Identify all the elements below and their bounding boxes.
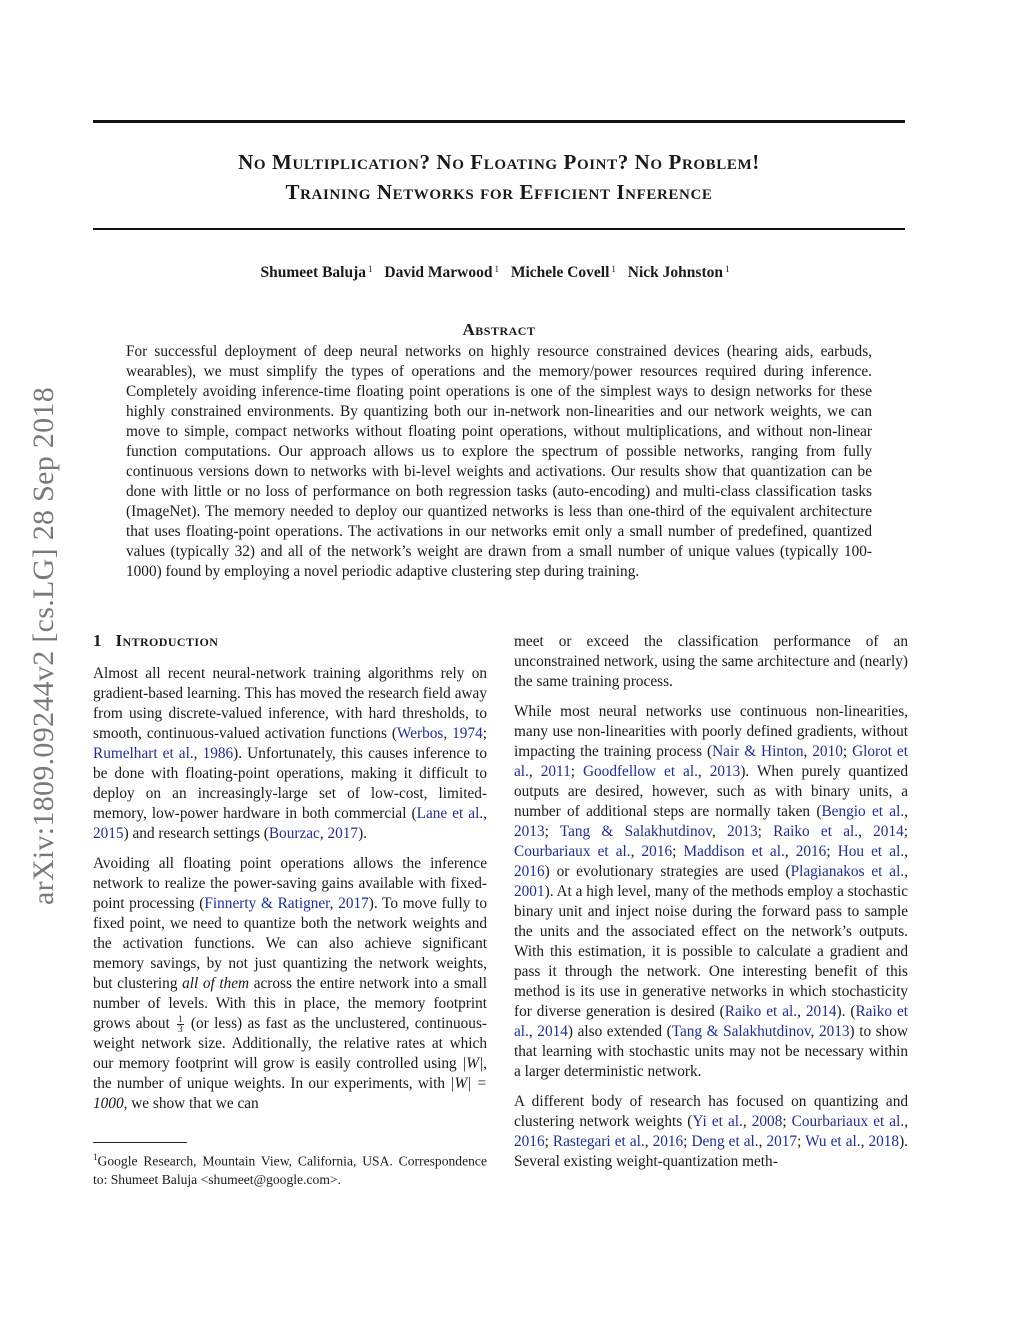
text-run: all of them: [182, 975, 250, 992]
text-run: ;: [570, 763, 583, 780]
author-affil: 1: [494, 264, 499, 274]
citation-link[interactable]: Glorot et al.: [514, 743, 908, 780]
text-run: ). Several existing weight-quantization meth-: [514, 1133, 908, 1170]
text-run: Almost all recent neural-network training algorithms rely on gradient-based learning. This has moved the research field away from using discrete-valued inference, with hard thresholds, to smooth, continuous-valued activation functions (: [93, 665, 487, 742]
text-run: ,: [443, 725, 453, 742]
citation-link[interactable]: 2008: [751, 1113, 783, 1130]
citation-link[interactable]: 2016: [641, 843, 673, 860]
text-run: ,: [904, 843, 908, 860]
citation-link[interactable]: Finnerty & Ratigner: [204, 895, 330, 912]
paper-title: [93, 147, 905, 207]
citation-link[interactable]: 2015: [93, 825, 124, 842]
citation-link[interactable]: Raiko et al.: [724, 1003, 798, 1020]
paragraph: [514, 632, 908, 692]
section-number: 1: [93, 631, 102, 650]
text-run: ,: [630, 843, 642, 860]
title-top-rule: [93, 120, 905, 123]
citation-link[interactable]: Hou et al.: [837, 843, 905, 860]
citation-link[interactable]: Raiko et al.: [773, 823, 859, 840]
citation-link[interactable]: Rastegari et al.: [552, 1133, 645, 1150]
author-name: Michele Covell: [510, 264, 610, 281]
text-run: ;: [782, 1113, 792, 1130]
text-run: ,: [697, 763, 710, 780]
text-run: |W|: [462, 1055, 484, 1072]
citation-link[interactable]: 2014: [805, 1003, 837, 1020]
citation-link[interactable]: Bourzac: [268, 825, 320, 842]
text-run: ,: [711, 823, 728, 840]
text-run: ,: [742, 1113, 752, 1130]
text-run: Avoiding all floating point operations allows the inference network to realize the power-saving gains available with fixed-point processing (: [93, 855, 487, 912]
citation-link[interactable]: 2010: [812, 743, 843, 760]
paragraph: [514, 702, 908, 1082]
citation-link[interactable]: Lane et al.: [416, 805, 484, 822]
citation-link[interactable]: Werbos: [397, 725, 444, 742]
text-run: A different body of research has focused on quantizing and clustering network weights (: [514, 1093, 908, 1130]
text-run: |W| = 1000: [93, 1075, 487, 1112]
citation-link[interactable]: 2014: [537, 1023, 568, 1040]
paragraph: [93, 854, 487, 1114]
text-run: ;: [903, 823, 908, 840]
text-run: , the number of unique weights. In our experiments, with: [93, 1055, 487, 1092]
citation-link[interactable]: Plagianakos et al.: [790, 863, 905, 880]
citation-link[interactable]: 2016: [514, 863, 545, 880]
text-run: ) and research settings (: [123, 825, 269, 842]
citation-link[interactable]: Rumelhart et al.: [93, 745, 194, 762]
citation-link[interactable]: Maddison et al.: [683, 843, 785, 860]
text-run: (or less) as fast as the unclustered, continuous-weight network size. Additionally, the relative rates at which our memory footprint will grow is easily controlled using: [93, 1015, 487, 1072]
text-run: ,: [329, 895, 339, 912]
text-run: ,: [904, 1113, 909, 1130]
footnote-mark: 1: [93, 1152, 98, 1162]
text-run: ,: [803, 743, 813, 760]
text-run: ,: [644, 1133, 653, 1150]
footnote-text: Google Research, Mountain View, California, USA. Correspondence to: Shumeet Baluja <shumeet@google.com>.: [93, 1153, 487, 1187]
citation-link[interactable]: Deng et al.: [691, 1133, 759, 1150]
arxiv-id: arXiv:1809.09244v2 [cs.LG] 28 Sep 2018: [27, 386, 60, 906]
citation-link[interactable]: 1986: [202, 745, 234, 762]
citation-link[interactable]: 2016: [652, 1133, 684, 1150]
text-run: ,: [319, 825, 328, 842]
text-run: meet or exceed the classification performance of an unconstrained network, using the same architecture and (nearly) the same training process.: [514, 633, 908, 690]
citation-link[interactable]: 2017: [327, 825, 359, 842]
author-name: David Marwood: [384, 264, 493, 281]
right-column: [514, 632, 908, 1182]
text-run: ). At a high level, many of the methods employ a stochastic binary unit and inject noise during the forward pass to sample the units and the associated effect on the network’s outputs. With this estimation, it is possible to calculate a gradient and pass it through the network. One interesting benefit of this method is its use in generative networks in which stochasticity for diverse generation is desired (: [514, 883, 908, 1020]
author-name: Shumeet Baluja: [260, 264, 367, 281]
citation-link[interactable]: 1974: [452, 725, 483, 742]
citation-link[interactable]: 2013: [818, 1023, 850, 1040]
paragraph: [514, 1092, 908, 1172]
text-run: ). When purely quantized outputs are desired, however, such as with binary units, a number of additional steps are normally taken (: [514, 763, 908, 820]
citation-link[interactable]: 2001: [514, 883, 545, 900]
text-run: ). (: [836, 1003, 856, 1020]
citation-link[interactable]: 2013: [709, 763, 741, 780]
text-run: ) also extended (: [567, 1023, 672, 1040]
text-run: ;: [842, 743, 853, 760]
citation-link[interactable]: 2014: [873, 823, 904, 840]
text-run: ). To move fully to fixed point, we need to quantize both the network weights and the activation functions. We can also achieve significant memory savings, by not just quantizing the network weights, but clustering: [93, 895, 487, 992]
citation-link[interactable]: Courbariaux et al.: [791, 1113, 905, 1130]
text-run: ).: [358, 825, 367, 842]
author-affil: 1: [611, 264, 616, 274]
text-run: ;: [544, 823, 560, 840]
text-run: , we show that we can: [123, 1095, 259, 1112]
citation-link[interactable]: Wu et al.: [805, 1133, 861, 1150]
author-name: Nick Johnston: [627, 264, 723, 281]
citation-link[interactable]: Courbariaux et al.: [514, 843, 631, 860]
text-run: ;: [826, 843, 838, 860]
citation-link[interactable]: Tang & Salakhutdinov: [559, 823, 712, 840]
text-run: ,: [797, 1003, 806, 1020]
author-affil: 1: [724, 264, 730, 274]
text-run: ,: [904, 863, 909, 880]
text-run: ,: [758, 1133, 767, 1150]
text-run: ) or evolutionary strategies are used (: [544, 863, 791, 880]
text-run: ;: [683, 1133, 692, 1150]
citation-link[interactable]: 2018: [868, 1133, 900, 1150]
text-run: ,: [860, 1133, 869, 1150]
citation-link[interactable]: 2016: [795, 843, 827, 860]
text-run: ;: [672, 843, 684, 860]
citation-link[interactable]: 2011: [540, 763, 571, 780]
citation-link[interactable]: Raiko et al.: [514, 1003, 908, 1040]
text-run: ;: [544, 1133, 553, 1150]
text-run: ;: [797, 1133, 806, 1150]
text-run: While most neural networks use continuous non-linearities, many use non-linearities with poorly defined gradients, without impacting the training process (: [514, 703, 908, 760]
text-run: ,: [528, 1023, 538, 1040]
text-run: ,: [528, 763, 541, 780]
citation-link[interactable]: 2013: [514, 823, 545, 840]
text-run: ,: [904, 803, 908, 820]
author-list: [93, 264, 905, 282]
text-run: ;: [757, 823, 774, 840]
title-bottom-rule: [93, 228, 905, 230]
citation-link[interactable]: 2017: [766, 1133, 798, 1150]
paragraph: [93, 664, 487, 844]
citation-link[interactable]: Bengio et al.: [821, 803, 905, 820]
text-run: ,: [483, 805, 487, 822]
text-run: ,: [858, 823, 874, 840]
citation-link[interactable]: 2017: [338, 895, 369, 912]
footnote: [93, 1148, 487, 1189]
text-run: ). Unfortunately, this causes inference to be done with floating-point operations, making it difficult to deploy on an increasingly-large set of low-cost, limited-memory, low-power hardware in both commercial (: [93, 745, 487, 822]
text-run: ,: [784, 843, 796, 860]
citation-link[interactable]: Goodfellow et al.: [582, 763, 698, 780]
section-heading-introduction: [93, 631, 218, 651]
text-run: ) to show that learning with stochastic units may not be necessary within a larger deterministic network.: [514, 1023, 909, 1080]
text-run: across the entire network into a small number of levels. With this in place, the memory footprint grows about: [93, 975, 487, 1032]
footnote-rule: [93, 1142, 187, 1143]
section-title: Introduction: [115, 631, 219, 650]
citation-link[interactable]: Nair & Hinton: [712, 743, 804, 760]
abstract-heading: Abstract: [462, 320, 536, 339]
text-run: ,: [193, 745, 203, 762]
title-line-1: No Multiplication? No Floating Point? No Problem!: [238, 150, 760, 174]
abstract-text: For successful deployment of deep neural networks on highly resource constrained devices (hearing aids, earbuds, wearables), we must simplify the types of operations and the memory/power resources required during inference. Completely avoiding inference-time floating point operations is one of the simplest ways to design networks for these highly constrained environments. By quantizing both our in-network non-linearities and our network weights, we can move to simple, compact networks without floating point operations, without multiplications, and without non-linear function computations. Our approach allows us to explore the spectrum of possible networks, ranging from fully continuous versions down to networks with bi-level weights and activations. Our results show that quantization can be done with little or no loss of performance on both regression tasks (auto-encoding) and multi-class classification tasks (ImageNet). The memory needed to deploy our quantized networks is less than one-third of the equivalent architecture that uses floating-point operations. The activations in our networks emit only a small number of predefined, quantized values (typically 32) and all of the network’s weight are drawn from a small number of unique values (typically 100-1000) found by employing a novel periodic adaptive clustering step during training.: [126, 343, 872, 580]
text-run: ;: [482, 725, 487, 742]
left-column: [93, 664, 487, 1124]
citation-link[interactable]: Yi et al.: [692, 1113, 743, 1130]
title-line-2: Training Networks for Efficient Inference: [285, 180, 713, 204]
citation-link[interactable]: 2016: [514, 1133, 545, 1150]
author-affil: 1: [368, 264, 373, 274]
citation-link[interactable]: 2013: [727, 823, 758, 840]
citation-link[interactable]: Tang & Salakhutdinov: [671, 1023, 811, 1040]
fraction: $\frac{1}{3}$: [178, 1013, 183, 1034]
text-run: ,: [810, 1023, 819, 1040]
